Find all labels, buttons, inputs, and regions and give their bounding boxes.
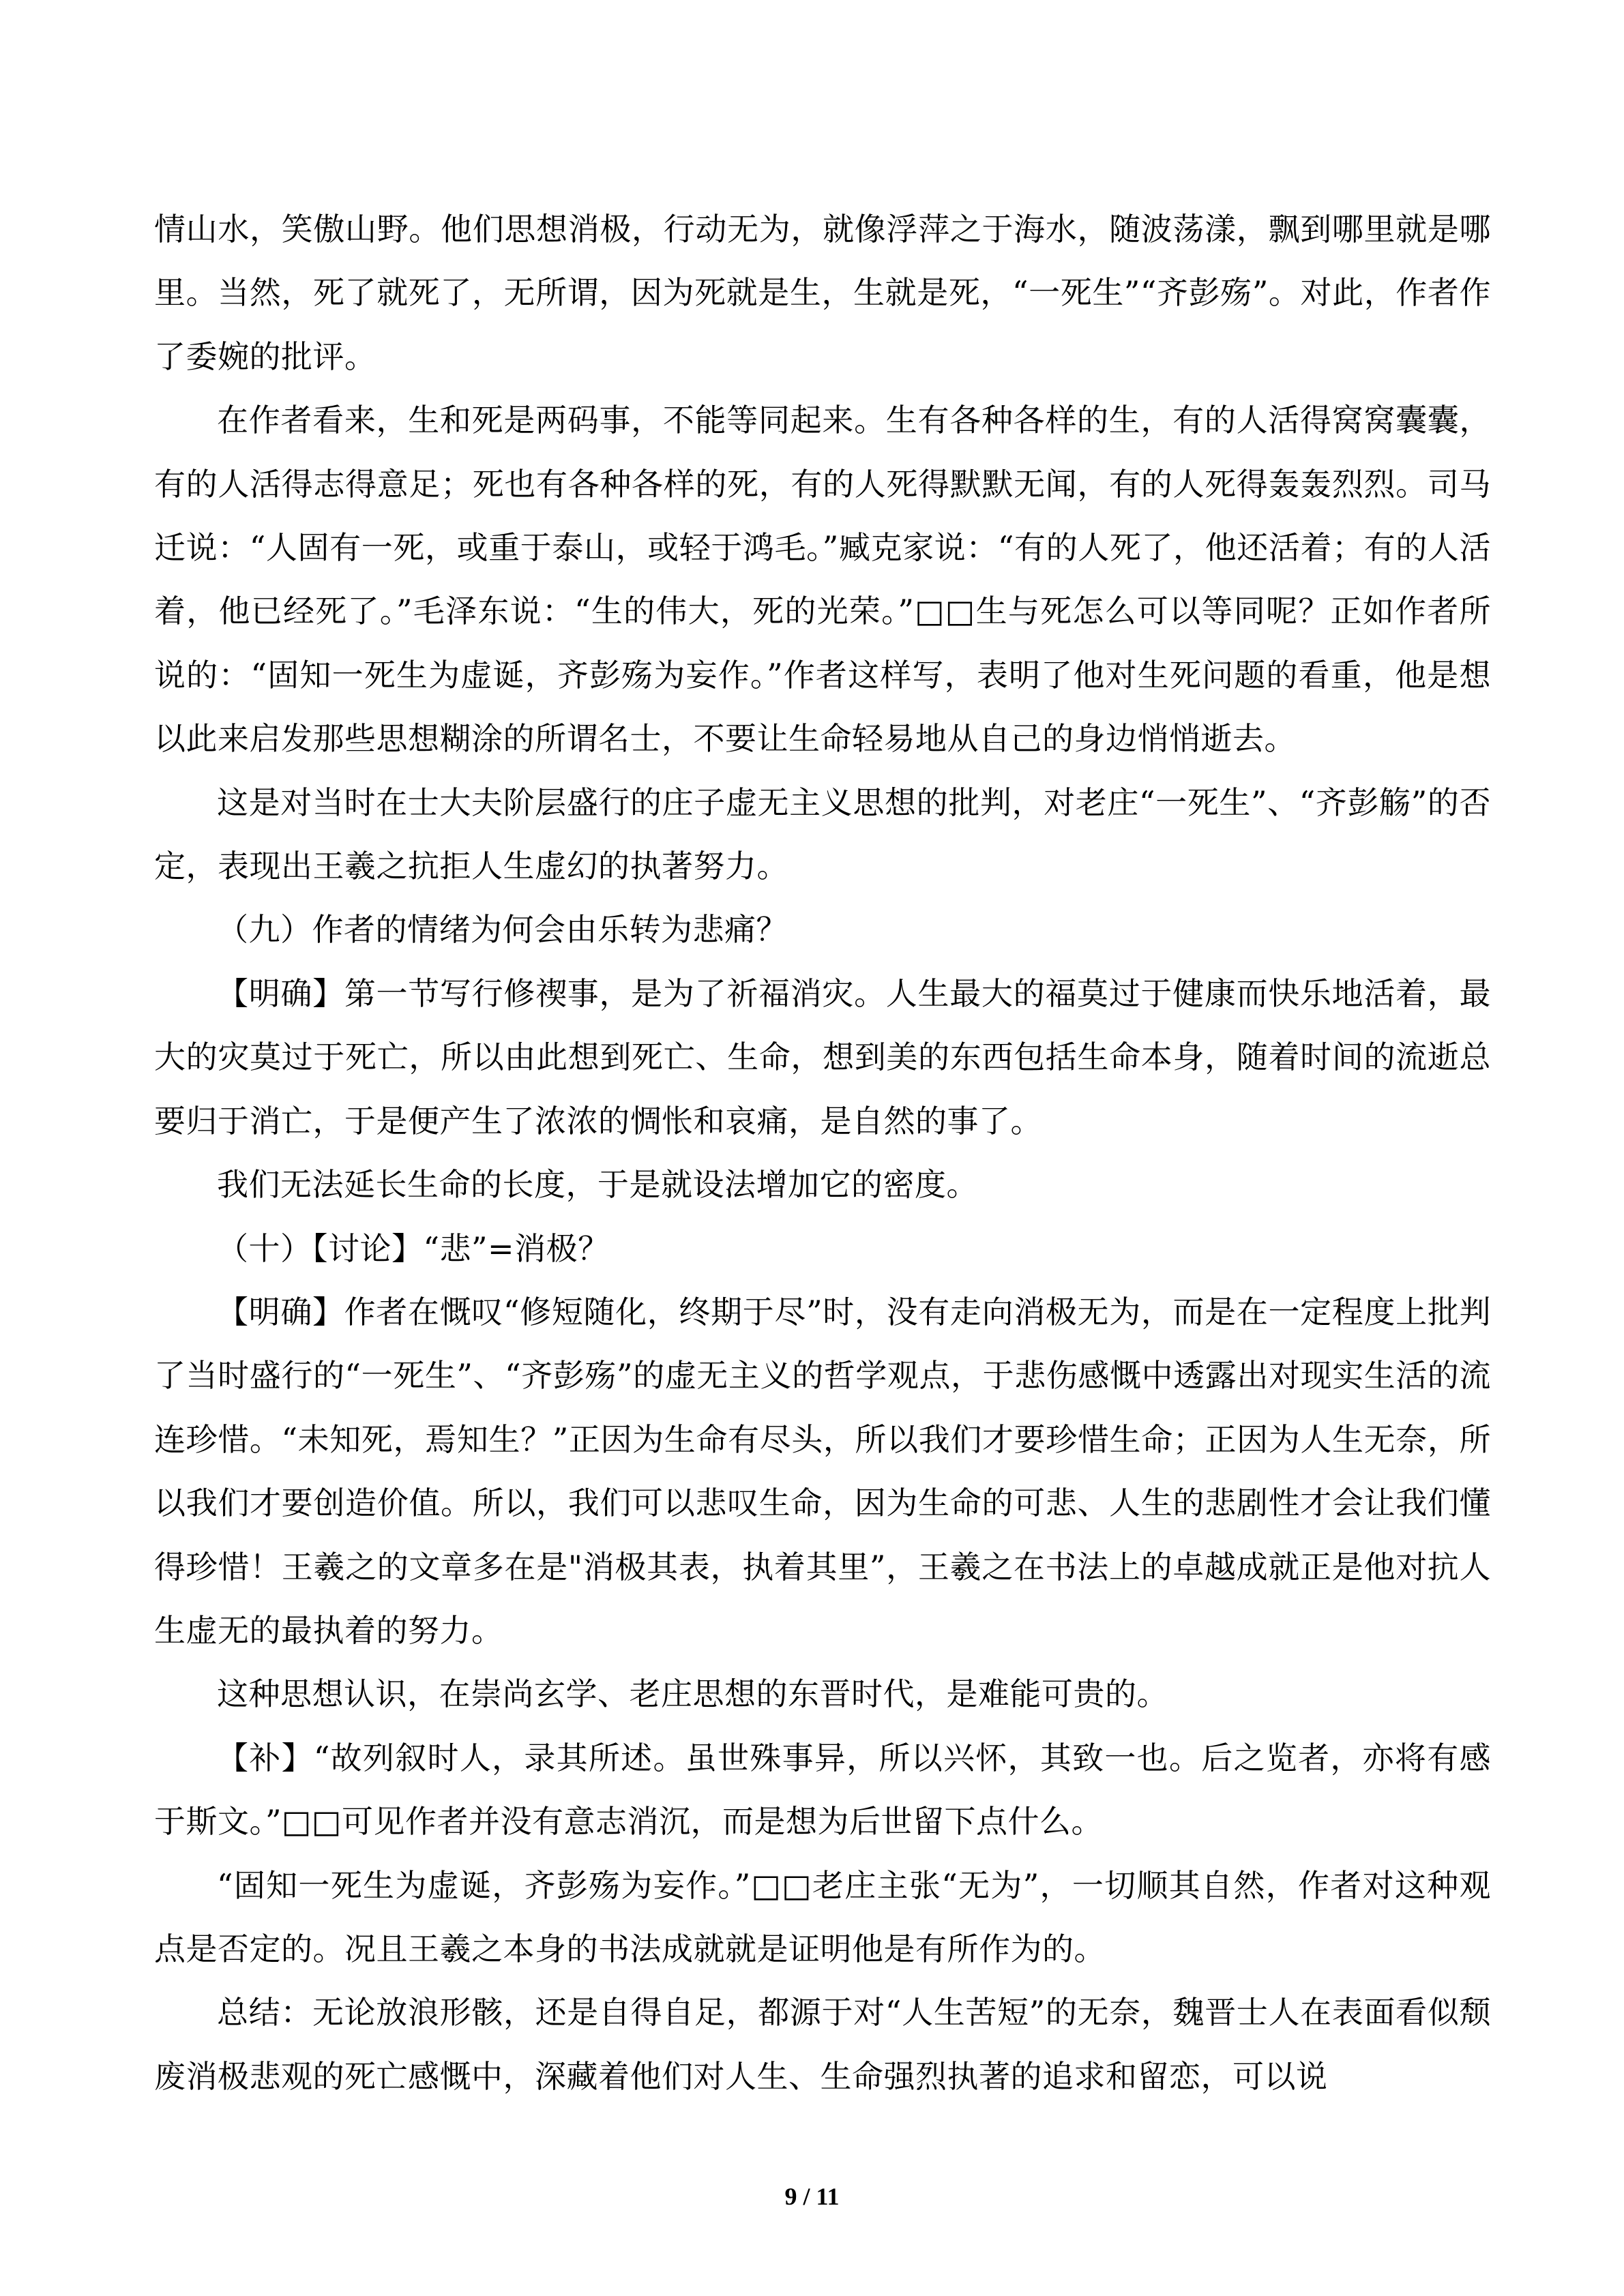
answer-ten: 【明确】作者在慨叹“修短随化，终期于尽”时，没有走向消极无为，而是在一定程度上批判了当时盛行的“一死生”、“齐彭殇”的虚无主义的哲学观点，于悲伤感慨中透露出对现实生活的流连珍惜。“未知死，焉知生？”正因为生命有尽头，所以我们才要珍惜生命；正因为人生无奈，所以我们才要创造价值。所以，我们可以悲叹生命，因为生命的可悲、人生的悲剧性才会让我们懂得珍惜！王羲之的文章多在是"消极其表，执着其里”，王羲之在书法上的卓越成就正是他对抗人生虚无的最执着的努力。 bbox=[154, 1293, 1491, 1649]
supplement-one: 【补】“故列叙时人，录其所述。虽世殊事异，所以兴怀，其致一也。后之览者，亦将有感于斯文。”□□可见作者并没有意志消沉，而是想为后世留下点什么。 bbox=[154, 1739, 1491, 1840]
question-nine: （九）作者的情绪为何会由乐转为悲痛？ bbox=[217, 911, 788, 949]
supplement-two: “固知一死生为虚诞，齐彭殇为妄作。”□□老庄主张“无为”，一切顺其自然，作者对这种观点是否定的。况且王羲之本身的书法成就就是证明他是有所作为的。 bbox=[154, 1866, 1491, 1967]
summary-paragraph: 总结：无论放浪形骸，还是自得自足，都源于对“人生苦短”的无奈，魏晋士人在表面看似颓废消极悲观的死亡感慨中，深藏着他们对人生、生命强烈执著的追求和留恋，可以说 bbox=[154, 1994, 1491, 2095]
page-number: 9 / 11 bbox=[784, 2183, 840, 2210]
paragraph-continuation: 情山水，笑傲山野。他们思想消极，行动无为，就像浮萍之于海水，随波荡漾，飘到哪里就是哪里。当然，死了就死了，无所谓，因为死就是生，生就是死，“一死生”“齐彭殇”。对此，作者作了委婉的批评。 bbox=[154, 211, 1491, 375]
body-text bbox=[154, 198, 1491, 2108]
paragraph-criticism: 这是对当时在士大夫阶层盛行的庄子虚无主义思想的批判，对老庄“一死生”、“齐彭觞”的否定，表现出王羲之抗拒人生虚幻的执著努力。 bbox=[154, 784, 1491, 885]
question-ten: （十）【讨论】“悲”=消极？ bbox=[217, 1229, 610, 1267]
paragraph-life-and-death: 在作者看来，生和死是两码事，不能等同起来。生有各种各样的生，有的人活得窝窝囊囊，有的人活得志得意足；死也有各种各样的死，有的人死得默默无闻，有的人死得轰轰烈烈。司马迁说：“人固有一死，或重于泰山，或轻于鸿毛。”臧克家说：“有的人死了，他还活着；有的人活着，他已经死了。”毛泽东说：“生的伟大，死的光荣。”□□生与死怎么可以等同呢？正如作者所说的：“固知一死生为虚诞，齐彭殇为妄作。”作者这样写，表明了他对生死问题的看重，他是想以此来启发那些思想糊涂的所谓名士，不要让生命轻易地从自己的身边悄悄逝去。 bbox=[154, 402, 1491, 758]
paragraph-valuable-thought: 这种思想认识，在崇尚玄学、老庄思想的东晋时代，是难能可贵的。 bbox=[217, 1675, 1168, 1713]
paragraph-life-density: 我们无法延长生命的长度，于是就设法增加它的密度。 bbox=[217, 1166, 978, 1204]
answer-nine: 【明确】第一节写行修禊事，是为了祈福消灾。人生最大的福莫过于健康而快乐地活着，最大的灾莫过于死亡，所以由此想到死亡、生命，想到美的东西包括生命本身，随着时间的流逝总要归于消亡，于是便产生了浓浓的惆怅和哀痛，是自然的事了。 bbox=[154, 974, 1491, 1139]
